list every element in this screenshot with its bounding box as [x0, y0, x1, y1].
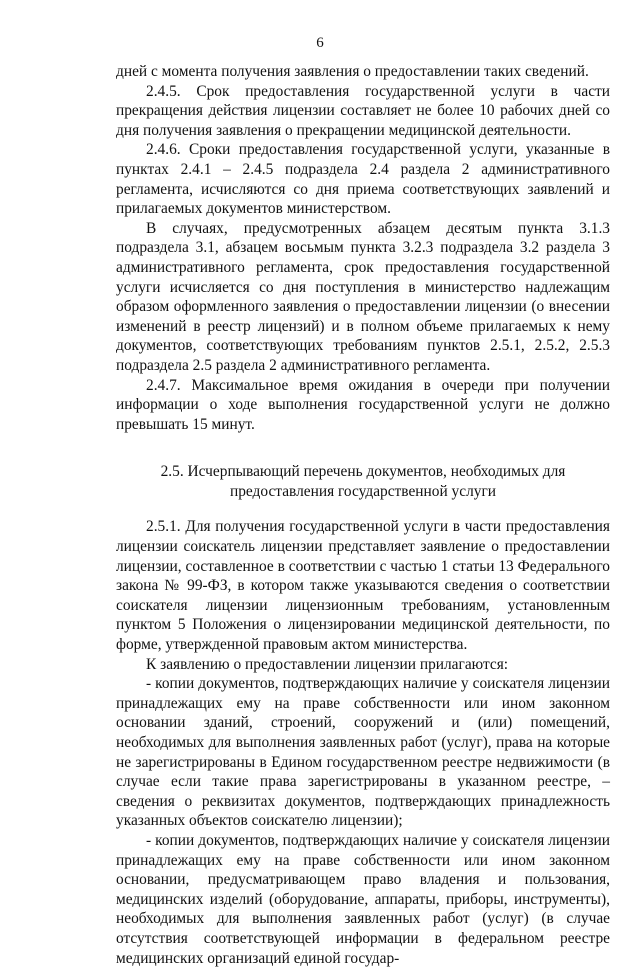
paragraph-continuation: дней с момента получения заявления о предоставлении таких сведений. [116, 63, 589, 80]
paragraph-2-5-1: 2.5.1. Для получения государственной услуги в части предоставления лицензии соискатель лицензии представляет заявление о предоставлении лицензии, составленное в соответствии с частью 1 статьи 13 Федерального закона № 99-ФЗ, в котором также указываются сведения о соответствии соискателя лицензии лицензионным требованиям, установленным пунктом 5 Положения о лицензировании медицинской деятельности, по форме, утвержденной правовым актом министерства. [116, 518, 610, 654]
page-number: 6 [316, 35, 324, 51]
paragraph-2-4-7: 2.4.7. Максимальное время ожидания в очереди при получении информации о ходе выполнения государственной услуги не должно превышать 15 минут. [116, 376, 610, 433]
paragraph-attachments-intro: К заявлению о предоставлении лицензии прилагаются: [146, 655, 509, 673]
list-item-premises-documents: - копии документов, подтверждающих наличие у соискателя лицензии принадлежащих ему на праве собственности или ином законном основании зданий, строений, сооружений и (или) помещений, необходимых для выполнения заявленных работ (услуг), права на которые не зарегистрированы в Едином государственном реестре недвижимости (в случае если такие права зарегистрированы в указанном реестре, – сведения о реквизитах документов, подтверждающих принадлежность указанных объектов соискателю лицензии); [116, 675, 610, 830]
paragraph-2-4-6: 2.4.6. Сроки предоставления государственной услуги, указанные в пунктах 2.4.1 – 2.4.5 подраздела 2.4 раздела 2 административного регламента, исчисляются со дня приема соответствующих заявлений и прилагаемых документов министерством. [116, 141, 610, 218]
paragraph-exceptions: В случаях, предусмотренных абзацем десятым пункта 3.1.3 подраздела 3.1, абзацем восьмым пункта 3.2.3 подраздела 3.2 раздела 3 административного регламента, срок предоставления государственной услуги исчисляется со дня поступления в министерство надлежащим образом оформленного заявления о предоставлении лицензии (о внесении изменений в реестр лицензий) и в полном объеме прилагаемых к нему документов, соответствующих требованиям пунктов 2.5.1, 2.5.2, 2.5.3 подраздела 2.5 раздела 2 административного регламента. [116, 219, 610, 374]
list-item-equipment-documents: - копии документов, подтверждающих наличие у соискателя лицензии принадлежащих ему на праве собственности или ином законном основании, предусматривающем право владения и пользования, медицинских изделий (оборудование, аппараты, приборы, инструменты), необходимых для выполнения заявленных работ (услуг) (в случае отсутствия соответствующей информации в федеральном реестре медицинских организаций единой государ- [116, 831, 610, 967]
section-heading-2-5: 2.5. Исчерпывающий перечень документов, необходимых для предоставления государственной услуги [160, 463, 566, 500]
paragraph-2-4-5: 2.4.5. Срок предоставления государственной услуги в части прекращения действия лицензии составляет не более 10 рабочих дней со дня получения заявления о прекращении медицинской деятельности. [116, 82, 610, 139]
document-body [116, 62, 610, 968]
